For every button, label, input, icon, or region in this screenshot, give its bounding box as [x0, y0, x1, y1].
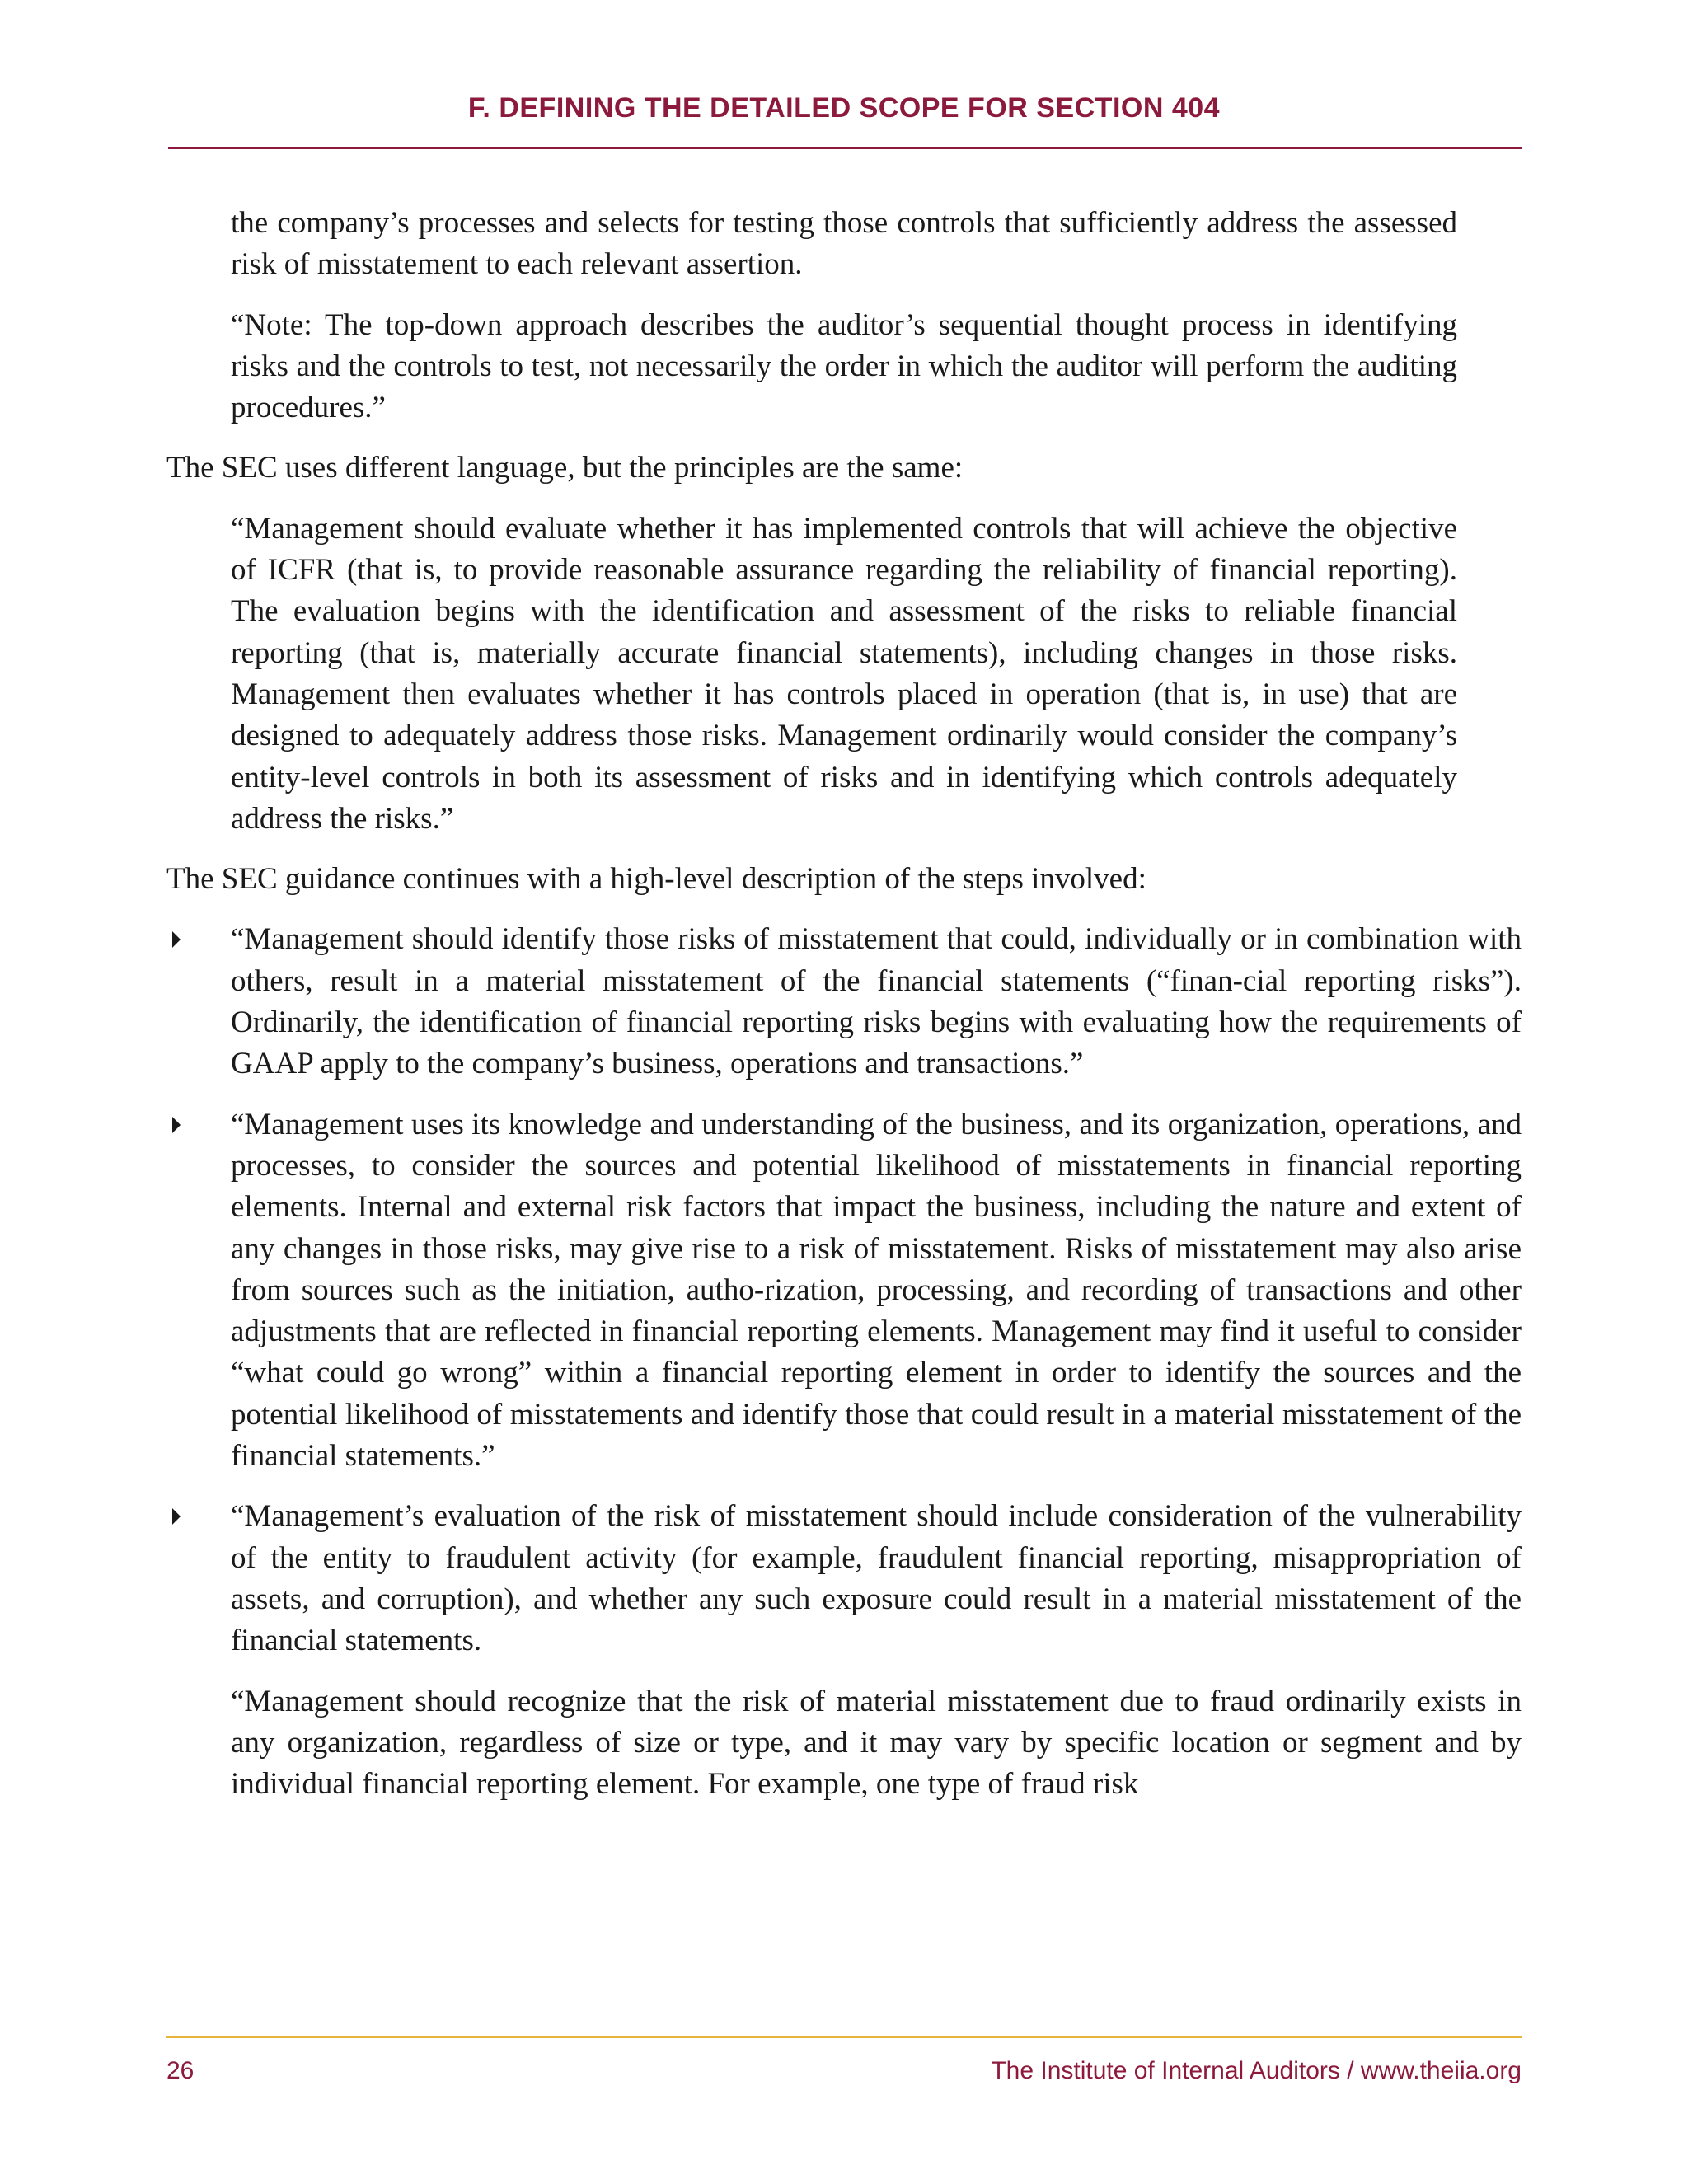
bullet-item [166, 919, 1522, 1085]
page-number: 26 [166, 2057, 195, 2084]
triangle-bullet-icon [172, 1117, 181, 1133]
section-header-title: F. DEFINING THE DETAILED SCOPE FOR SECTION 404 [467, 92, 1221, 124]
bullet-text: “Management uses its knowledge and understanding of the business, and its organization, operations, and processes, to consider the sources and potential likelihood of misstatements in financial reporting elements. Internal and external risk factors that impact the business, including the nature and extent of any changes in those risks, may give rise to a risk of misstatement. Risks of misstatement may also arise from sources such as the initiation, autho-rization, processing, and recording of transactions and other adjustments that are reflected in financial reporting elements. Management may find it useful to consider “what could go wrong” within a financial reporting element in order to identify the sources and the potential likelihood of misstatements and identify those that could result in a material misstatement of the financial statements.” [231, 1107, 1522, 1474]
footer-divider [166, 2036, 1522, 2038]
bullet-text: “Management’s evaluation of the risk of misstatement should include consideration of the vulnerability of the entity to fraudulent activity (for example, fraudulent financial reporting, misappropriation of assets, and corruption), and whether any such exposure could result in a material misstatement of the financial statements. [231, 1499, 1522, 1658]
note-quote-paragraph: “Note: The top-down approach describes the auditor’s sequential thought process in identifying risks and the controls to test, not necessarily the order in which the auditor will perform the auditing procedures.” [231, 307, 1457, 425]
publisher-credit: The Institute of Internal Auditors / www.theiia.org [991, 2057, 1522, 2084]
quote-continuation-paragraph: the company’s processes and selects for testing those controls that sufficiently address the assessed risk of misstatement to each relevant assertion. [231, 206, 1457, 282]
body-text [166, 203, 1522, 1824]
management-evaluation-quote: “Management should evaluate whether it has implemented controls that will achieve the objective of ICFR (that is, to provide reasonable assurance regarding the reliability of financial reporting). The evaluation begins with the identification and assessment of the risks to reliable financial reporting (that is, materially accurate financial statements), including changes in those risks. Management then evaluates whether it has controls placed in operation (that is, in use) that are designed to adequately address those risks. Management ordinarily would consider the company’s entity-level controls in both its assessment of risks and in identifying which controls adequately address the risks.” [231, 511, 1457, 836]
sec-intro-paragraph: The SEC uses different language, but the principles are the same: [166, 451, 964, 485]
bullet-item [166, 1496, 1522, 1661]
sec-guidance-intro-paragraph: The SEC guidance continues with a high-level description of the steps involved: [166, 862, 1146, 897]
triangle-bullet-icon [172, 931, 181, 948]
bullet-text: “Management should identify those risks of misstatement that could, individually or in combination with others, result in a material misstatement of the financial statements (“finan-cial reporting risks”). Ordinarily, the identification of financial reporting risks begins with evaluating how the requirements of GAAP apply to the company’s business, operations and transactions.” [231, 922, 1522, 1081]
triangle-bullet-icon [172, 1508, 181, 1525]
header-divider [168, 147, 1522, 149]
bullet-item [166, 1104, 1522, 1478]
fraud-risk-quote-paragraph: “Management should recognize that the risk of material misstatement due to fraud ordinarily exists in any organization, regardless of size or type, and it may vary by specific location or segment and by individual financial reporting element. For example, one type of fraud risk [231, 1684, 1522, 1802]
